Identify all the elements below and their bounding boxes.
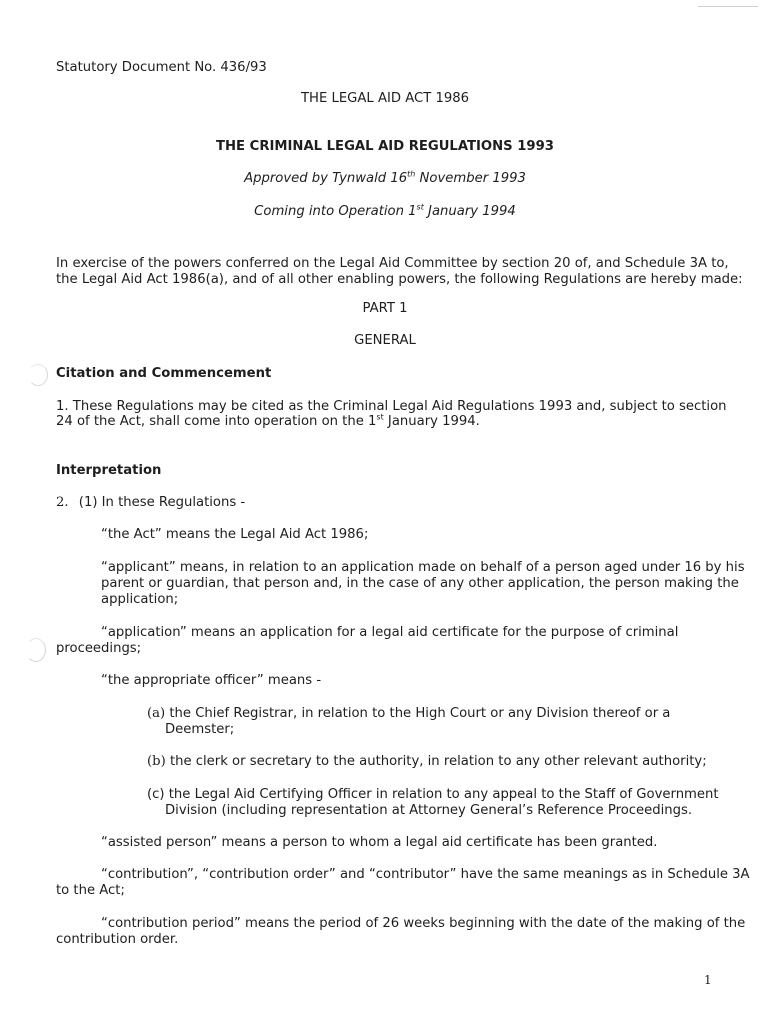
heading-interpretation: Interpretation <box>56 463 162 478</box>
definition-contribution-period-line-1: “contribution period” means the period of 26 weeks beginning with the date of the making of the <box>101 916 746 931</box>
punch-hole-mark <box>28 364 48 386</box>
paragraph-1-line-2: 24 of the Act, shall come into operation on the 1st January 1994. <box>56 412 480 429</box>
officer-item-c-line-2: Division (including representation at Attorney General’s Reference Proceedings. <box>165 803 693 818</box>
statutory-document-number: Statutory Document No. 436/93 <box>56 60 267 75</box>
definition-contribution-period-line-2: contribution order. <box>56 932 179 947</box>
paragraph-number: 2. <box>56 495 69 510</box>
part-number: PART 1 <box>362 301 408 316</box>
scan-artifact-line <box>698 6 758 7</box>
officer-item-b: (b) the clerk or secretary to the authority, in relation to any other relevant authority; <box>147 754 707 769</box>
definition-contribution-line-1: “contribution”, “contribution order” and “contributor” have the same meanings as in Schedule 3A <box>101 867 750 882</box>
definition-applicant-line-3: application; <box>101 592 179 607</box>
officer-item-c-line-1: (c) the Legal Aid Certifying Officer in relation to any appeal to the Staff of Government <box>147 787 719 802</box>
part-title: GENERAL <box>354 333 416 348</box>
heading-citation: Citation and Commencement <box>56 366 272 381</box>
definition-application-line-2: proceedings; <box>56 641 142 656</box>
definition-act: “the Act” means the Legal Aid Act 1986; <box>101 527 369 542</box>
officer-item-a-line-1: (a) the Chief Registrar, in relation to the High Court or any Division thereof or a <box>147 706 671 721</box>
definition-applicant-line-1: “applicant” means, in relation to an application made on behalf of a person aged under 16 by his <box>101 560 745 575</box>
officer-item-a-line-2: Deemster; <box>165 722 235 737</box>
punch-hole-mark <box>26 638 46 662</box>
preamble-line-1: In exercise of the powers conferred on the Legal Aid Committee by section 20 of, and Schedule 3A to, <box>56 256 729 271</box>
coming-into-operation-line: Coming into Operation 1st January 1994 <box>254 202 516 219</box>
definition-application-line-1: “application” means an application for a legal aid certificate for the purpose of criminal <box>101 625 679 640</box>
definition-assisted-person: “assisted person” means a person to whom a legal aid certificate has been granted. <box>101 835 658 850</box>
definition-contribution-line-2: to the Act; <box>56 883 125 898</box>
act-title: THE LEGAL AID ACT 1986 <box>300 91 470 106</box>
definition-appropriate-officer: “the appropriate officer” means - <box>101 673 322 688</box>
page-number: 1 <box>704 973 712 987</box>
preamble-line-2: the Legal Aid Act 1986(a), and of all other enabling powers, the following Regulations are hereby made: <box>56 272 743 287</box>
regulations-title: THE CRIMINAL LEGAL AID REGULATIONS 1993 <box>216 139 554 154</box>
definition-applicant-line-2: parent or guardian, that person and, in the case of any other application, the person making the <box>101 576 739 591</box>
paragraph-2-intro: 2. (1) In these Regulations - <box>56 495 246 510</box>
paragraph-1-line-1: 1. These Regulations may be cited as the Criminal Legal Aid Regulations 1993 and, subject to section <box>56 399 727 414</box>
approved-line: Approved by Tynwald 16th November 1993 <box>244 169 526 186</box>
